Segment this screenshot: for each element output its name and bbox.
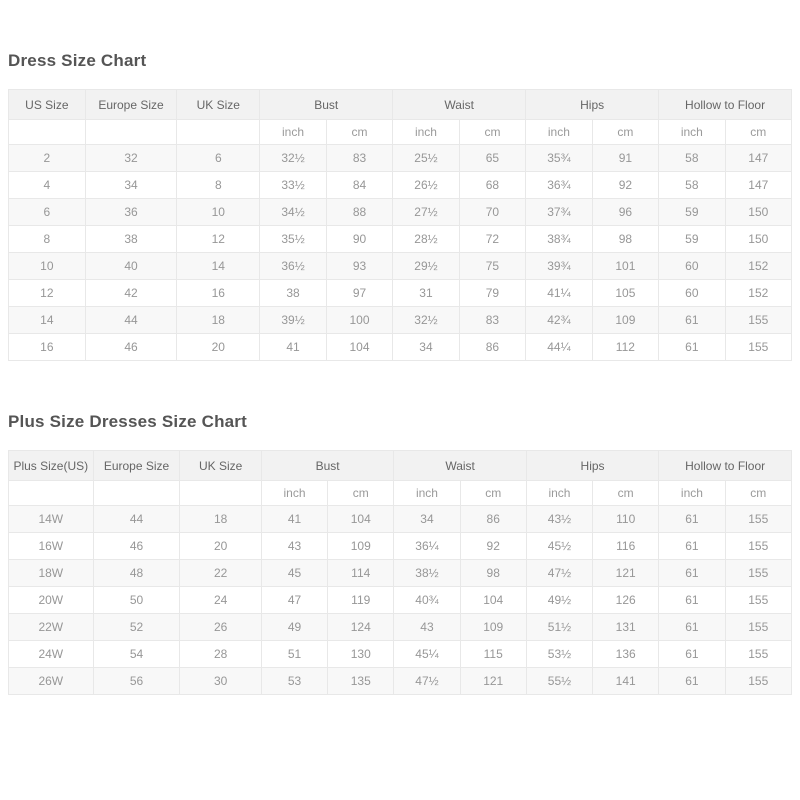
measurement-cell: 97: [326, 280, 392, 307]
table-row: [9, 587, 792, 614]
size-label-cell: 26W: [9, 668, 94, 695]
measurement-cell: 45: [261, 560, 327, 587]
measurement-cell: 93: [326, 253, 392, 280]
group-column-header: Hips: [526, 90, 659, 120]
measurement-cell: 92: [592, 172, 658, 199]
measurement-cell: 61: [659, 614, 725, 641]
measurement-cell: 41¼: [526, 280, 592, 307]
size-label-cell: 8: [9, 226, 86, 253]
measurement-cell: 38: [260, 280, 326, 307]
measurement-cell: 38¾: [526, 226, 592, 253]
table-body: [9, 145, 792, 361]
measurement-cell: 105: [592, 280, 658, 307]
measurement-cell: 155: [725, 587, 791, 614]
measurement-cell: 48: [93, 560, 180, 587]
measurement-cell: 38½: [394, 560, 460, 587]
measurement-cell: 147: [725, 145, 791, 172]
measurement-cell: 20: [177, 334, 260, 361]
measurement-cell: 37¾: [526, 199, 592, 226]
unit-header: inch: [526, 120, 592, 145]
measurement-cell: 58: [659, 145, 725, 172]
measurement-cell: 61: [659, 560, 725, 587]
unit-header: cm: [725, 120, 791, 145]
measurement-cell: 100: [326, 307, 392, 334]
measurement-cell: 32½: [260, 145, 326, 172]
measurement-cell: 79: [459, 280, 525, 307]
measurement-cell: 43: [394, 614, 460, 641]
measurement-cell: 52: [93, 614, 180, 641]
column-header: US Size: [9, 90, 86, 120]
measurement-cell: 59: [659, 199, 725, 226]
measurement-cell: 65: [459, 145, 525, 172]
column-header: UK Size: [177, 90, 260, 120]
table-row: [9, 533, 792, 560]
measurement-cell: 119: [328, 587, 394, 614]
measurement-cell: 34: [394, 506, 460, 533]
measurement-cell: 98: [592, 226, 658, 253]
empty-cell: [9, 481, 94, 506]
measurement-cell: 124: [328, 614, 394, 641]
measurement-cell: 39¾: [526, 253, 592, 280]
measurement-cell: 121: [593, 560, 659, 587]
size-label-cell: 12: [9, 280, 86, 307]
group-column-header: Hollow to Floor: [659, 90, 792, 120]
measurement-cell: 131: [593, 614, 659, 641]
measurement-cell: 59: [659, 226, 725, 253]
group-column-header: Bust: [260, 90, 393, 120]
measurement-cell: 18: [177, 307, 260, 334]
measurement-cell: 152: [725, 253, 791, 280]
measurement-cell: 39½: [260, 307, 326, 334]
group-column-header: Bust: [261, 451, 393, 481]
measurement-cell: 33½: [260, 172, 326, 199]
column-header: UK Size: [180, 451, 261, 481]
measurement-cell: 109: [460, 614, 526, 641]
dress-size-chart-section: [8, 0, 792, 361]
table-row: [9, 226, 792, 253]
measurement-cell: 60: [659, 253, 725, 280]
measurement-cell: 26: [180, 614, 261, 641]
measurement-cell: 104: [326, 334, 392, 361]
measurement-cell: 86: [460, 506, 526, 533]
size-label-cell: 18W: [9, 560, 94, 587]
table-row: [9, 145, 792, 172]
measurement-cell: 61: [659, 641, 725, 668]
measurement-cell: 92: [460, 533, 526, 560]
measurement-cell: 40: [85, 253, 177, 280]
table-row: [9, 253, 792, 280]
table-body: [9, 506, 792, 695]
measurement-cell: 101: [592, 253, 658, 280]
measurement-cell: 31: [393, 280, 459, 307]
measurement-cell: 44: [85, 307, 177, 334]
measurement-cell: 49½: [526, 587, 592, 614]
measurement-cell: 16: [177, 280, 260, 307]
measurement-cell: 61: [659, 587, 725, 614]
measurement-cell: 155: [725, 614, 791, 641]
measurement-cell: 41: [261, 506, 327, 533]
unit-header: inch: [659, 120, 725, 145]
measurement-cell: 46: [85, 334, 177, 361]
measurement-cell: 116: [593, 533, 659, 560]
measurement-cell: 58: [659, 172, 725, 199]
measurement-cell: 54: [93, 641, 180, 668]
measurement-cell: 24: [180, 587, 261, 614]
measurement-cell: 34½: [260, 199, 326, 226]
measurement-cell: 98: [460, 560, 526, 587]
measurement-cell: 18: [180, 506, 261, 533]
plus-size-chart-title: Plus Size Dresses Size Chart: [8, 412, 247, 431]
measurement-cell: 36¾: [526, 172, 592, 199]
measurement-cell: 90: [326, 226, 392, 253]
group-column-header: Waist: [394, 451, 526, 481]
measurement-cell: 141: [593, 668, 659, 695]
measurement-cell: 36¼: [394, 533, 460, 560]
measurement-cell: 83: [459, 307, 525, 334]
measurement-cell: 28½: [393, 226, 459, 253]
unit-header: inch: [526, 481, 592, 506]
measurement-cell: 83: [326, 145, 392, 172]
measurement-cell: 96: [592, 199, 658, 226]
measurement-cell: 130: [328, 641, 394, 668]
measurement-cell: 135: [328, 668, 394, 695]
measurement-cell: 88: [326, 199, 392, 226]
measurement-cell: 30: [180, 668, 261, 695]
measurement-cell: 35½: [260, 226, 326, 253]
unit-header: cm: [725, 481, 791, 506]
measurement-cell: 152: [725, 280, 791, 307]
measurement-cell: 46: [93, 533, 180, 560]
table-row: [9, 560, 792, 587]
empty-cell: [85, 120, 177, 145]
measurement-cell: 53½: [526, 641, 592, 668]
measurement-cell: 25½: [393, 145, 459, 172]
measurement-cell: 110: [593, 506, 659, 533]
measurement-cell: 155: [725, 334, 791, 361]
size-label-cell: 4: [9, 172, 86, 199]
measurement-cell: 86: [459, 334, 525, 361]
measurement-cell: 155: [725, 641, 791, 668]
measurement-cell: 14: [177, 253, 260, 280]
table-row: [9, 199, 792, 226]
table-row: [9, 307, 792, 334]
measurement-cell: 51: [261, 641, 327, 668]
measurement-cell: 112: [592, 334, 658, 361]
measurement-cell: 136: [593, 641, 659, 668]
measurement-cell: 8: [177, 172, 260, 199]
unit-header: cm: [326, 120, 392, 145]
measurement-cell: 61: [659, 668, 725, 695]
unit-header: cm: [328, 481, 394, 506]
measurement-cell: 155: [725, 668, 791, 695]
table-row: [9, 641, 792, 668]
measurement-cell: 104: [328, 506, 394, 533]
measurement-cell: 53: [261, 668, 327, 695]
measurement-cell: 42¾: [526, 307, 592, 334]
table-row: [9, 614, 792, 641]
measurement-cell: 34: [85, 172, 177, 199]
group-column-header: Waist: [393, 90, 526, 120]
measurement-cell: 126: [593, 587, 659, 614]
measurement-cell: 27½: [393, 199, 459, 226]
measurement-cell: 22: [180, 560, 261, 587]
measurement-cell: 29½: [393, 253, 459, 280]
size-label-cell: 16: [9, 334, 86, 361]
dress-size-chart-title: Dress Size Chart: [8, 51, 147, 70]
measurement-cell: 40¾: [394, 587, 460, 614]
measurement-cell: 45¼: [394, 641, 460, 668]
measurement-cell: 36: [85, 199, 177, 226]
table-row: [9, 334, 792, 361]
unit-header: cm: [593, 481, 659, 506]
size-label-cell: 20W: [9, 587, 94, 614]
measurement-cell: 41: [260, 334, 326, 361]
size-label-cell: 2: [9, 145, 86, 172]
measurement-cell: 91: [592, 145, 658, 172]
measurement-cell: 35¾: [526, 145, 592, 172]
table-header-row: [9, 451, 792, 481]
measurement-cell: 6: [177, 145, 260, 172]
measurement-cell: 36½: [260, 253, 326, 280]
unit-header: inch: [393, 120, 459, 145]
table-header-row: [9, 90, 792, 120]
table-head: [9, 90, 792, 145]
size-label-cell: 10: [9, 253, 86, 280]
table-units-row: [9, 120, 792, 145]
measurement-cell: 47½: [394, 668, 460, 695]
measurement-cell: 43: [261, 533, 327, 560]
measurement-cell: 60: [659, 280, 725, 307]
measurement-cell: 38: [85, 226, 177, 253]
measurement-cell: 68: [459, 172, 525, 199]
size-label-cell: 16W: [9, 533, 94, 560]
unit-header: inch: [260, 120, 326, 145]
unit-header: cm: [592, 120, 658, 145]
measurement-cell: 50: [93, 587, 180, 614]
table-head: [9, 451, 792, 506]
unit-header: cm: [460, 481, 526, 506]
measurement-cell: 61: [659, 334, 725, 361]
measurement-cell: 45½: [526, 533, 592, 560]
plus-size-chart-section: [8, 361, 792, 695]
measurement-cell: 47: [261, 587, 327, 614]
empty-cell: [9, 120, 86, 145]
measurement-cell: 109: [592, 307, 658, 334]
measurement-cell: 61: [659, 506, 725, 533]
size-label-cell: 14W: [9, 506, 94, 533]
group-column-header: Hips: [526, 451, 658, 481]
measurement-cell: 55½: [526, 668, 592, 695]
column-header: Europe Size: [93, 451, 180, 481]
unit-header: inch: [261, 481, 327, 506]
measurement-cell: 109: [328, 533, 394, 560]
measurement-cell: 61: [659, 307, 725, 334]
measurement-cell: 155: [725, 506, 791, 533]
measurement-cell: 42: [85, 280, 177, 307]
empty-cell: [177, 120, 260, 145]
empty-cell: [180, 481, 261, 506]
column-header: Europe Size: [85, 90, 177, 120]
measurement-cell: 84: [326, 172, 392, 199]
unit-header: inch: [659, 481, 725, 506]
measurement-cell: 10: [177, 199, 260, 226]
measurement-cell: 44¼: [526, 334, 592, 361]
measurement-cell: 43½: [526, 506, 592, 533]
measurement-cell: 47½: [526, 560, 592, 587]
group-column-header: Hollow to Floor: [659, 451, 792, 481]
measurement-cell: 44: [93, 506, 180, 533]
measurement-cell: 115: [460, 641, 526, 668]
measurement-cell: 150: [725, 226, 791, 253]
measurement-cell: 104: [460, 587, 526, 614]
measurement-cell: 56: [93, 668, 180, 695]
measurement-cell: 72: [459, 226, 525, 253]
measurement-cell: 61: [659, 533, 725, 560]
measurement-cell: 114: [328, 560, 394, 587]
measurement-cell: 49: [261, 614, 327, 641]
measurement-cell: 155: [725, 533, 791, 560]
plus-size-chart-table: [8, 450, 792, 695]
measurement-cell: 26½: [393, 172, 459, 199]
measurement-cell: 75: [459, 253, 525, 280]
table-row: [9, 172, 792, 199]
measurement-cell: 20: [180, 533, 261, 560]
measurement-cell: 150: [725, 199, 791, 226]
measurement-cell: 70: [459, 199, 525, 226]
size-label-cell: 6: [9, 199, 86, 226]
table-row: [9, 668, 792, 695]
measurement-cell: 51½: [526, 614, 592, 641]
measurement-cell: 121: [460, 668, 526, 695]
size-label-cell: 22W: [9, 614, 94, 641]
dress-size-chart-table: [8, 89, 792, 361]
measurement-cell: 12: [177, 226, 260, 253]
measurement-cell: 28: [180, 641, 261, 668]
table-units-row: [9, 481, 792, 506]
measurement-cell: 155: [725, 307, 791, 334]
column-header: Plus Size(US): [9, 451, 94, 481]
measurement-cell: 32: [85, 145, 177, 172]
unit-header: cm: [459, 120, 525, 145]
measurement-cell: 155: [725, 560, 791, 587]
measurement-cell: 147: [725, 172, 791, 199]
size-label-cell: 24W: [9, 641, 94, 668]
size-label-cell: 14: [9, 307, 86, 334]
measurement-cell: 34: [393, 334, 459, 361]
unit-header: inch: [394, 481, 460, 506]
measurement-cell: 32½: [393, 307, 459, 334]
table-row: [9, 506, 792, 533]
empty-cell: [93, 481, 180, 506]
table-row: [9, 280, 792, 307]
